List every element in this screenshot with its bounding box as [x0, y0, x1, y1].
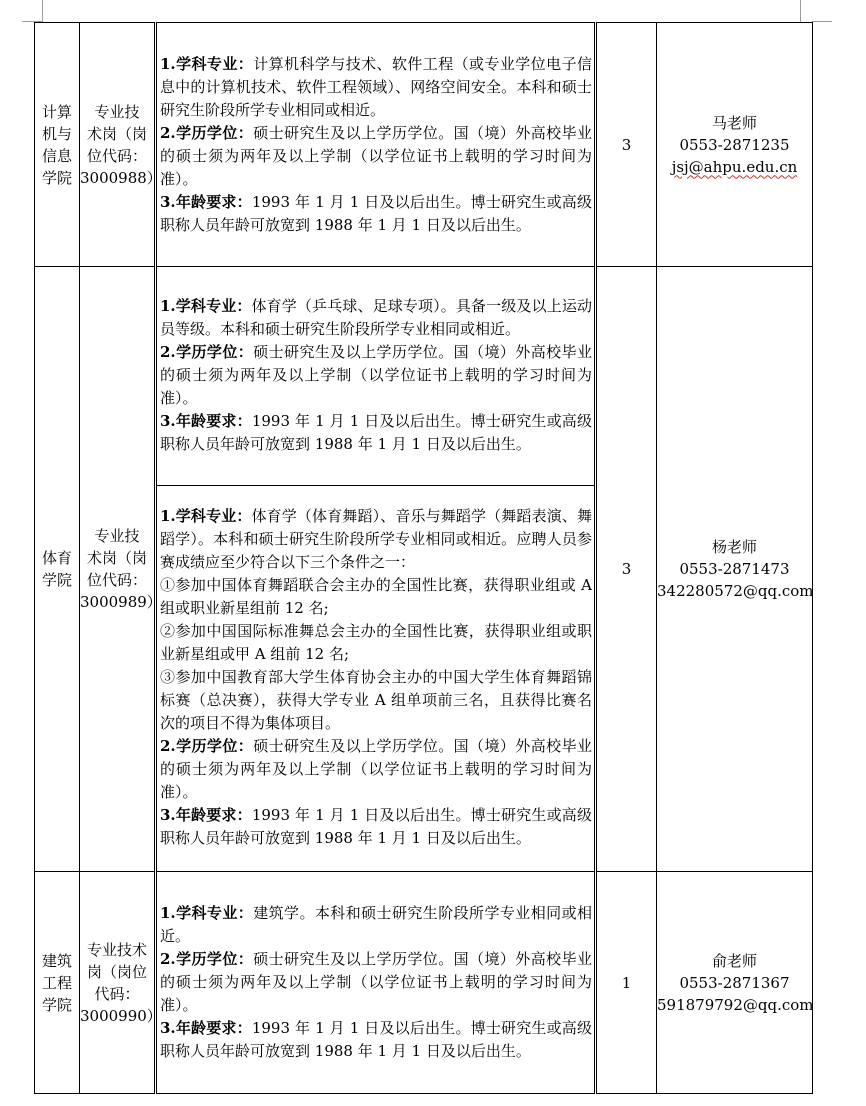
requirement-age: 3.年龄要求：1993 年 1 月 1 日及以后出生。博士研究生或高级职称人员年龄可放宽到 1988 年 1 月 1 日及以后出生。	[160, 1019, 592, 1060]
table-row	[35, 872, 813, 1094]
contact-cell	[657, 267, 813, 872]
requirement-age: 3.年龄要求：1993 年 1 月 1 日及以后出生。博士研究生或高级职称人员年龄可放宽到 1988 年 1 月 1 日及以后出生。	[160, 412, 592, 454]
requirement-age: 3.年龄要求：1993 年 1 月 1 日及以后出生。博士研究生或高级职称人员年龄可放宽到 1988 年 1 月 1 日及以后出生。	[160, 806, 592, 848]
post-cell: 专业技 术岗（岗 位代码： 3000989）	[80, 267, 156, 872]
requirements-subtable	[157, 267, 594, 870]
recruitment-table	[34, 22, 813, 1094]
contact-name: 俞老师	[711, 951, 757, 970]
contact-name: 杨老师	[711, 538, 757, 556]
crop-mark-top-right-v	[800, 0, 801, 22]
crop-mark-top-right-h	[812, 21, 832, 22]
contact-email[interactable]: 591879792@qq.com	[657, 995, 814, 1014]
requirement-major: 1.学科专业：体育学（乒乓球、足球专项）。具备一级及以上运动员等级。本科和硕士研究生阶段所学专业相同或相近。	[160, 297, 592, 339]
requirement-major: 1.学科专业：建筑学。本科和硕士研究生阶段所学专业相同或相近。	[160, 904, 592, 945]
requirement-condition: ②参加中国国际标准舞总会主办的全国性比赛，获得职业组或职业新星组或甲 A 组前 12 名;	[160, 622, 592, 664]
table-row	[35, 23, 813, 267]
requirements-cell	[156, 267, 596, 872]
requirement-degree: 2.学历学位：硕士研究生及以上学历学位。国（境）外高校毕业的硕士须为两年及以上学制（以学位证书上载明的学习时间为准）。	[160, 950, 592, 1014]
contact-email[interactable]: jsj@ahpu.edu.cn	[671, 157, 798, 176]
requirement-degree: 2.学历学位：硕士研究生及以上学历学位。国（境）外高校毕业的硕士须为两年及以上学制（以学位证书上载明的学习时间为准）。	[160, 737, 592, 802]
crop-mark-top-left-v	[42, 0, 43, 22]
requirement-degree: 2.学历学位：硕士研究生及以上学历学位。国（境）外高校毕业的硕士须为两年及以上学制（以学位证书上载明的学习时间为准）。	[160, 343, 592, 408]
table-row	[35, 267, 813, 872]
contact-cell	[657, 23, 813, 267]
contact-email[interactable]: 342280572@qq.com	[657, 582, 814, 600]
requirements-cell	[156, 23, 596, 267]
contact-phone: 0553-2871367	[679, 973, 790, 992]
requirement-major: 1.学科专业：体育学（体育舞蹈）、音乐与舞蹈学（舞蹈表演、舞蹈学）。本科和硕士研究生阶段所学专业相同或相近。应聘人员参赛成绩应至少符合以下三个条件之一：	[160, 507, 592, 572]
requirement-major: 1.学科专业：计算机科学与技术、软件工程（或专业学位电子信息中的计算机技术、软件工程领域）、网络空间安全。本科和硕士研究生阶段所学专业相同或相近。	[160, 54, 592, 119]
college-cell: 建筑 工程 学院	[35, 872, 80, 1094]
contact-phone: 0553-2871235	[679, 135, 790, 154]
headcount-cell: 1	[596, 872, 657, 1094]
requirement-condition: ③参加中国教育部大学生体育协会主办的中国大学生体育舞蹈锦标赛（总决赛），获得大学专业 A 组单项前三名，且获得比赛名次的项目不得为集体项目。	[160, 668, 592, 733]
post-cell: 专业技 术岗（岗 位代码： 3000988）	[80, 23, 156, 267]
college-cell: 计算 机与 信息 学院	[35, 23, 80, 267]
requirement-age: 3.年龄要求：1993 年 1 月 1 日及以后出生。博士研究生或高级职称人员年龄可放宽到 1988 年 1 月 1 日及以后出生。	[160, 192, 592, 234]
requirements-cell	[156, 872, 596, 1094]
headcount-cell: 3	[596, 267, 657, 872]
requirement-condition: ①参加中国体育舞蹈联合会主办的全国性比赛，获得职业组或 A 组或职业新星组前 12 名;	[160, 576, 592, 618]
contact-phone: 0553-2871473	[679, 560, 790, 578]
post-cell: 专业技术 岗（岗位 代码： 3000990）	[80, 872, 156, 1094]
college-cell: 体育 学院	[35, 267, 80, 872]
headcount-cell: 3	[596, 23, 657, 267]
contact-name: 马老师	[711, 113, 757, 132]
requirement-degree: 2.学历学位：硕士研究生及以上学历学位。国（境）外高校毕业的硕士须为两年及以上学制（以学位证书上载明的学习时间为准）。	[160, 123, 592, 188]
contact-cell	[657, 872, 813, 1094]
